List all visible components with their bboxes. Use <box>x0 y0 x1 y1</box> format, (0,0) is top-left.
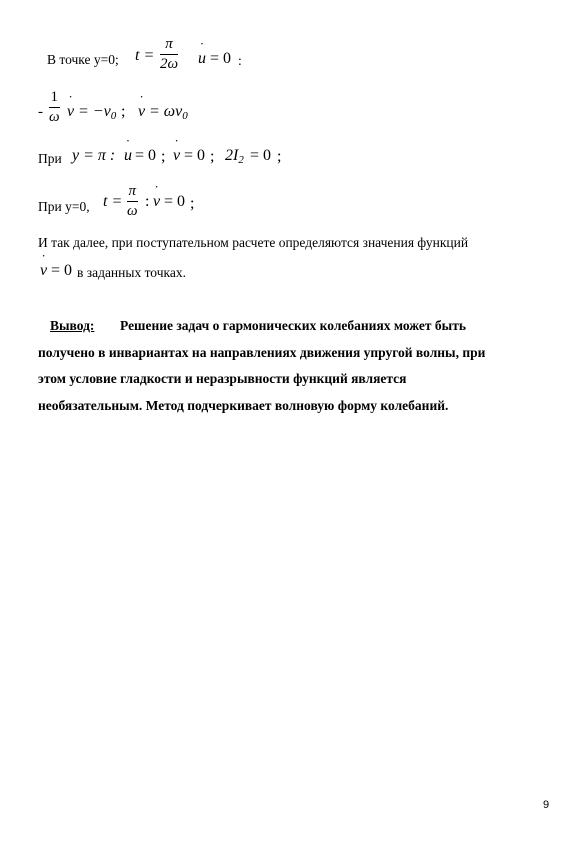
line4-sep: ; <box>190 195 195 212</box>
line2-frac-bar <box>49 107 60 108</box>
conclusion-line-2: получено в инвариантах на направлениях движения упругой волны, при <box>38 345 486 360</box>
line3-i-expr <box>225 147 244 166</box>
line1-eq-rhs: = 0 <box>210 50 232 67</box>
para1-v-var: ˙ v <box>40 262 47 280</box>
line2-v2-dot <box>138 103 145 121</box>
line2-frac-num: 1 <box>50 89 59 105</box>
line3-eq3: = 0 <box>250 147 272 164</box>
conclusion-line-4: необязательным. Метод подчеркивает волновую форму колебаний. <box>38 398 449 413</box>
line4-frac-num: π <box>128 183 137 199</box>
line2-fraction <box>49 89 60 126</box>
line1-tail: : <box>238 53 242 68</box>
line3-eq1: = 0 <box>135 147 157 164</box>
line3-sep2: ; <box>210 148 215 165</box>
page-number: 9 <box>543 799 550 811</box>
conclusion-line-1: Решение задач о гармонических колебаниях может быть <box>120 318 466 333</box>
line3-sep1: ; <box>161 148 166 165</box>
line2-eq1-text: = −v <box>78 103 111 120</box>
line3-v-var: ˙ v <box>173 147 180 165</box>
para1-v-dot <box>40 262 47 280</box>
line1-frac-num: π <box>165 36 173 52</box>
conclusion-label: Вывод: <box>50 318 95 333</box>
line2-sub0b: 0 <box>182 110 188 122</box>
line3-y-eq: y = π : <box>72 147 116 164</box>
line1-prefix: В точке y=0; <box>47 52 119 67</box>
line3-sep3: ; <box>277 148 282 165</box>
line3-sub2: 2 <box>238 154 244 166</box>
line3-i-text: 2I <box>225 147 239 164</box>
line1-u-var: ˙ u <box>198 50 206 68</box>
para1-line-b-tail: в заданных точках. <box>77 265 186 280</box>
line3-v-dot <box>173 147 180 165</box>
line4-v-dot <box>153 193 160 211</box>
para1-eq: = 0 <box>51 262 73 279</box>
line4-prefix: При y=0, <box>38 199 90 214</box>
line2-sep: ; <box>121 103 126 120</box>
line1-t-lhs: t = <box>135 47 155 64</box>
conclusion-line-3: этом условие гладкости и неразрывности функций является <box>38 371 407 386</box>
line1-u-dot <box>198 50 206 68</box>
line2-eq2 <box>149 103 188 122</box>
line1-frac-bar <box>160 54 178 55</box>
line2-sub0: 0 <box>110 110 117 122</box>
line3-eq2: = 0 <box>184 147 206 164</box>
line4-frac-den: ω <box>127 203 138 219</box>
line4-eq: = 0 <box>164 193 186 210</box>
line3-prefix: При <box>38 151 62 166</box>
line2-v2-var: ˙ v <box>138 103 145 121</box>
line2-minus: - <box>38 104 43 120</box>
line2-eq1 <box>78 103 116 122</box>
line1-frac-den: 2ω <box>160 56 179 72</box>
line4-colon: : <box>145 193 150 210</box>
line2-frac-den: ω <box>49 109 60 125</box>
para1-line-a: И так далее, при поступательном расчете определяются значения функций <box>38 235 469 250</box>
line4-v-var: ˙ v <box>153 193 160 211</box>
line2-v-var: ˙ v <box>67 103 74 121</box>
line4-fraction <box>127 183 138 220</box>
line3-u-var: ˙ u <box>124 147 132 165</box>
line4-t-lhs: t = <box>103 193 123 210</box>
line2-v-dot <box>67 103 74 121</box>
line2-eq2-text: = ωv <box>149 103 183 120</box>
line3-u-dot <box>124 147 132 165</box>
line1-fraction <box>160 36 178 73</box>
line4-frac-bar <box>127 201 138 202</box>
